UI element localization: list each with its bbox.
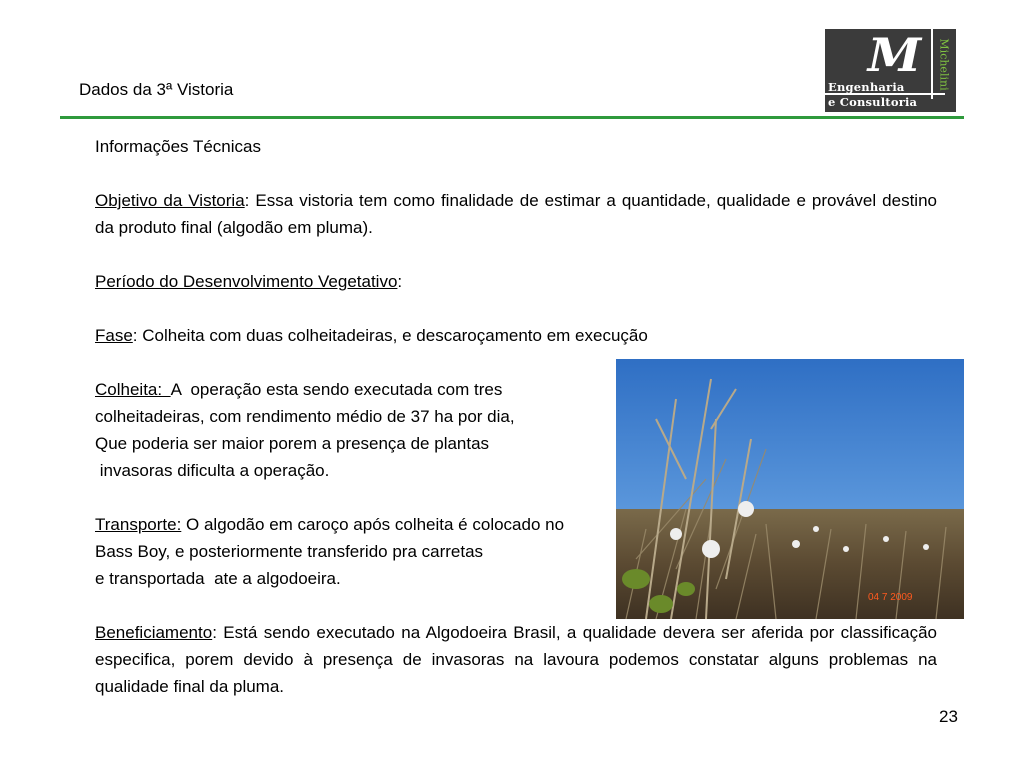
header-divider [60,116,964,119]
spacer [95,295,937,322]
periodo-label: Período do Desenvolvimento Vegetativo [95,272,398,291]
colheita-line-4: invasoras dificulta a operação. [95,461,330,480]
header-title: Dados da 3ª Vistoria [79,80,234,99]
logo-letter: M [867,29,922,82]
cotton-field-photo [616,359,964,619]
periodo-text: : [397,272,403,291]
fase-text: : Colheita com duas colheitadeiras, e descaroçamento em execução [132,326,648,345]
transporte-text-1: O algodão em caroço após colheita é colocado no [181,515,565,534]
objetivo-paragraph [95,187,937,241]
logo-line-engenharia: Engenharia [828,80,905,94]
section-title: Informações Técnicas [95,137,261,156]
beneficiamento-text: : Está sendo executado na Algodoeira Brasil, a qualidade devera ser aferida por classificação especifica, porem devido à presença de invasoras na lavoura podemos constatar alguns problemas na qualidade final da pluma. [95,623,937,696]
objetivo-label: Objetivo da Vistoria [95,191,245,210]
periodo-paragraph [95,268,937,295]
transporte-label: Transporte: [95,515,182,534]
company-logo [825,29,956,112]
logo-vertical-text: Michelini [937,37,951,91]
photo-date-stamp: 04 7 2009 [868,592,913,603]
fase-label: Fase [95,326,133,345]
colheita-text-1: A operação esta sendo executada com tres [170,380,503,399]
transporte-line-3: e transportada ate a algodoeira. [95,569,341,588]
fase-paragraph [95,322,937,349]
colheita-line-2: colheitadeiras, com rendimento médio de 37 ha por dia, [95,407,515,426]
spacer [95,160,937,187]
logo-vertical-bar [931,29,933,99]
beneficiamento-paragraph [95,619,937,700]
logo-vertical-text-box [934,31,954,97]
spacer [95,241,937,268]
transporte-line-2: Bass Boy, e posteriormente transferido pra carretas [95,542,484,561]
beneficiamento-label: Beneficiamento [95,623,213,642]
objetivo-text: : Essa vistoria tem como finalidade de estimar a quantidade, qualidade e provável destino da produto final (algodão em pluma). [95,191,937,237]
page-number: 23 [939,707,958,726]
cotton-field-illustration [616,359,964,619]
colheita-line-3: Que poderia ser maior porem a presença de plantas [95,434,490,453]
colheita-label: Colheita: [95,380,171,399]
logo-line-consultoria: e Consultoria [828,95,918,109]
